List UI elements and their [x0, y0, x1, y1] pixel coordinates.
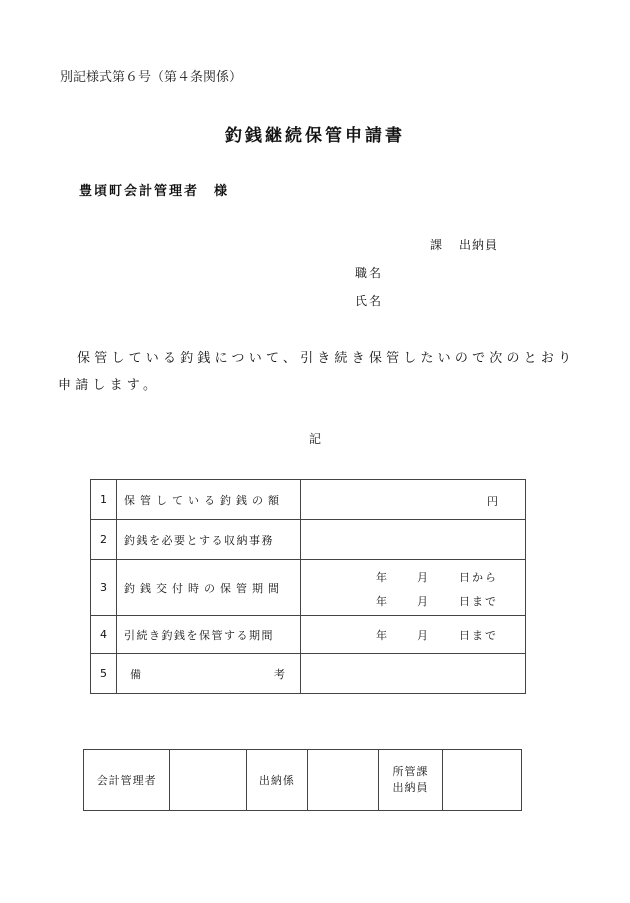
remarks-label-left: 備	[130, 667, 142, 681]
name-label: 氏名	[355, 294, 384, 308]
dept-line2: 出納員	[392, 781, 429, 794]
row-number: 2	[91, 520, 117, 560]
row-label: 釣銭を必要とする収納事務	[117, 520, 301, 560]
accountant-label: 会計管理者	[84, 750, 170, 811]
day-label: 日まで	[459, 628, 498, 642]
table-row	[91, 520, 526, 560]
day-label: 日まで	[459, 594, 498, 608]
form-number: 別記様式第６号（第４条関係）	[60, 70, 243, 85]
addressee: 豊頃町会計管理者 様	[79, 184, 230, 199]
year-label: 年	[376, 594, 387, 608]
row-number: 3	[91, 560, 117, 616]
row-number: 1	[91, 480, 117, 520]
table-row	[91, 480, 526, 520]
office-work-cell	[301, 520, 526, 560]
table-row	[91, 616, 526, 654]
amount-cell	[301, 480, 526, 520]
month-label: 月	[417, 570, 428, 584]
continued-period-line	[301, 624, 525, 644]
yen-unit: 円	[487, 495, 498, 508]
dept-suffix: 課	[430, 238, 444, 252]
cashier-clerk-label: 出納係	[246, 750, 307, 811]
period-to-line	[301, 590, 525, 610]
dept-cashier-label	[379, 750, 442, 811]
approval-table	[83, 749, 522, 811]
day-label: 日から	[459, 570, 498, 584]
remarks-label-right: 考	[274, 667, 286, 681]
table-row	[91, 560, 526, 616]
dept-role: 出納員	[459, 238, 499, 252]
dept-cashier-seal-box	[442, 750, 521, 811]
document-title: 釣銭継続保管申請書	[225, 126, 405, 146]
row-label: 保管している釣銭の額	[117, 480, 301, 520]
row-number: 5	[91, 654, 117, 694]
continued-period-cell	[301, 616, 526, 654]
ki-heading: 記	[308, 432, 321, 446]
year-label: 年	[376, 570, 387, 584]
position-label: 職名	[355, 266, 384, 280]
year-label: 年	[376, 628, 387, 642]
cashier-clerk-seal-box	[308, 750, 379, 811]
body-text: 保管している釣銭について、引き続き保管したいので次のとおり申請します。	[58, 351, 576, 393]
details-table	[90, 479, 526, 694]
month-label: 月	[417, 594, 428, 608]
row-label	[117, 654, 301, 694]
applicant-dept	[430, 236, 498, 253]
row-number: 4	[91, 616, 117, 654]
table-row	[91, 654, 526, 694]
month-label: 月	[417, 628, 428, 642]
period-from-line	[301, 566, 525, 586]
dept-line1: 所管課	[392, 765, 429, 778]
remarks-cell	[301, 654, 526, 694]
row-label: 引続き釣銭を保管する期間	[117, 616, 301, 654]
accountant-seal-box	[170, 750, 246, 811]
row-label: 釣銭交付時の保管期間	[117, 560, 301, 616]
period-cell	[301, 560, 526, 616]
